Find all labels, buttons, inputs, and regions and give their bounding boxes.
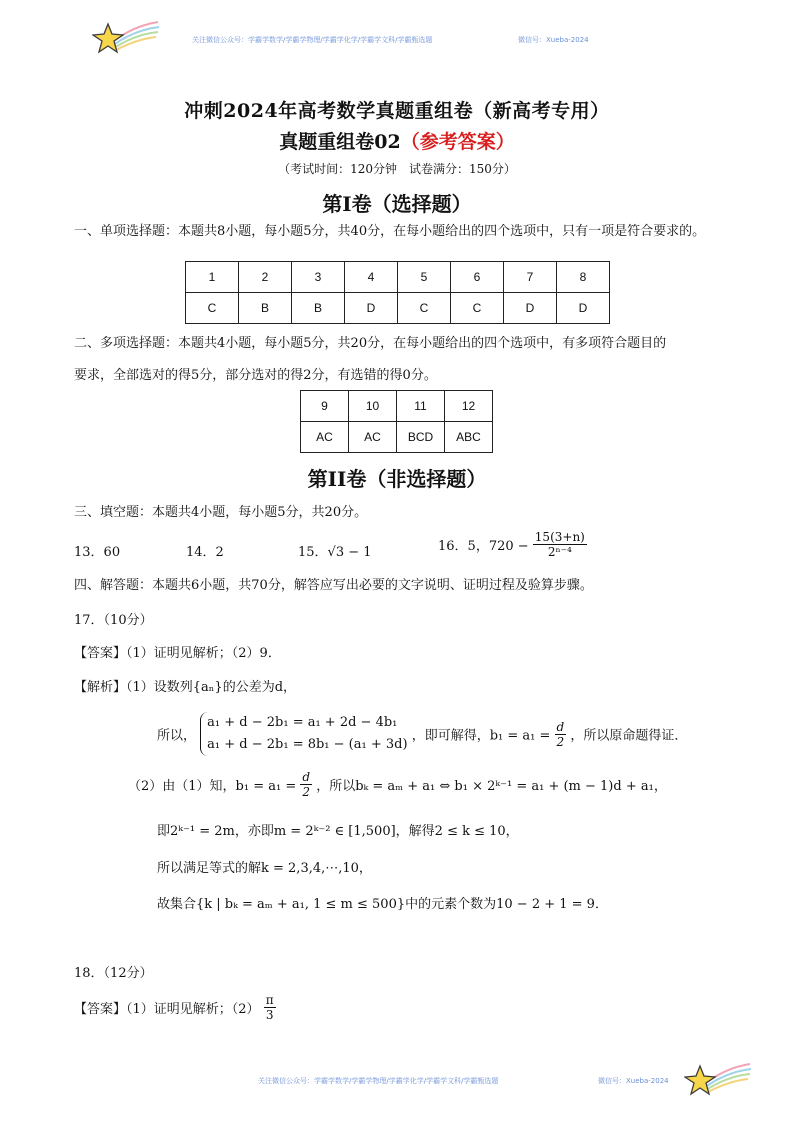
q17-equation-system bbox=[200, 712, 407, 756]
table1-num-cell: 1 bbox=[186, 262, 239, 293]
table1-answer-cell: C bbox=[186, 293, 239, 324]
table2-answer-row bbox=[301, 422, 493, 453]
q17-frac-num: d bbox=[556, 719, 565, 734]
table2-answer-cell: ABC bbox=[445, 422, 493, 453]
table1-num-cell: 4 bbox=[345, 262, 398, 293]
q18-fraction-pi-over-3 bbox=[264, 993, 276, 1022]
q17-p2-frac-num: d bbox=[302, 770, 311, 784]
page-subtitle bbox=[0, 127, 794, 154]
q17-p2-fraction bbox=[300, 770, 312, 799]
fill-answer-16 bbox=[438, 530, 587, 559]
table1-answer-row bbox=[186, 293, 610, 324]
q18-answer-prefix: 【答案】（1）证明见解析；（2） bbox=[74, 1002, 260, 1017]
q17-label: 17．（10分） bbox=[74, 613, 153, 628]
table2 bbox=[300, 390, 493, 453]
table1-answer-cell: C bbox=[398, 293, 451, 324]
table1-answer-cell: C bbox=[451, 293, 504, 324]
answer-table-multiple-choice bbox=[300, 390, 493, 453]
q18-answer bbox=[74, 993, 276, 1022]
table1-num-cell: 8 bbox=[557, 262, 610, 293]
q17-part2-line bbox=[128, 770, 667, 799]
q18-frac-den: 3 bbox=[265, 1008, 274, 1022]
header-promo-text: 关注微信公众号：学霸学数学/学霸学物理/学霸学化学/学霸学文科/学霸甄选题 bbox=[192, 36, 433, 44]
q17-solve-text: ，即可解得，b₁ = a₁ = bbox=[411, 728, 551, 744]
q17-analysis-intro: 【解析】（1）设数列{aₙ}的公差为d， bbox=[74, 680, 297, 695]
subtitle-answer-tag: （参考答案） bbox=[400, 131, 515, 153]
table1-answer-cell: B bbox=[239, 293, 292, 324]
table2-num-cell: 9 bbox=[301, 391, 349, 422]
q17-p2-suffix: ，所以bₖ = aₘ + a₁ ⇔ b₁ × 2ᵏ⁻¹ = a₁ + (m − 1)d + a₁， bbox=[316, 779, 667, 794]
table1-num-cell: 7 bbox=[504, 262, 557, 293]
fill-answer-13: 13．60 bbox=[74, 545, 121, 560]
section1-instructions: 一、单项选择题：本题共8小题，每小题5分，共40分，在每小题给出的四个选项中，只有一项是符合要求的。 bbox=[74, 224, 706, 239]
table2-num-cell: 11 bbox=[397, 391, 445, 422]
fill-16-numerator: 15(3+n) bbox=[534, 530, 585, 544]
section3-instructions: 三、填空题：本题共4小题，每小题5分，共20分。 bbox=[74, 505, 368, 520]
subtitle-main: 真题重组卷02 bbox=[279, 131, 401, 153]
section2-instructions-line1: 二、多项选择题：本题共4小题，每小题5分，共20分，在每小题给出的四个选项中，有多项符合题目的 bbox=[74, 336, 667, 351]
q17-p2-frac-den: 2 bbox=[302, 785, 311, 799]
q17-line3: 即2ᵏ⁻¹ = 2m，亦即m = 2ᵏ⁻² ∈ [1,500]，解得2 ≤ k ≤ 10， bbox=[157, 824, 519, 839]
fill-answer-15 bbox=[298, 541, 372, 560]
fill-16-denominator: 2ⁿ⁻⁴ bbox=[547, 545, 572, 559]
table1-answer-cell: B bbox=[292, 293, 345, 324]
q18-frac-num: π bbox=[265, 993, 274, 1007]
q17-answer: 【答案】（1）证明见解析；（2）9． bbox=[74, 646, 281, 661]
fill-16-label: 16．5，720 − bbox=[438, 539, 529, 554]
footer-promo-text: 关注微信公众号：学霸学数学/学霸学物理/学霸学化学/学霸学文科/学霸甄选题 bbox=[258, 1077, 499, 1085]
table1-num-cell: 5 bbox=[398, 262, 451, 293]
q17-frac-den: 2 bbox=[556, 734, 565, 749]
part1-heading: 第I卷（选择题） bbox=[322, 192, 472, 216]
table1-answer-cell: D bbox=[345, 293, 398, 324]
section2-instructions-line2: 要求，全部选对的得5分，部分选对的得2分，有选错的得0分。 bbox=[74, 368, 437, 383]
q18-label: 18．（12分） bbox=[74, 966, 153, 981]
q17-p2-prefix: （2）由（1）知，b₁ = a₁ = bbox=[128, 779, 297, 794]
footer-star-logo bbox=[684, 1056, 754, 1100]
table1-answer-cell: D bbox=[504, 293, 557, 324]
q17-system-line bbox=[157, 712, 687, 756]
header-wechat-id: 微信号：Xueba-2024 bbox=[518, 36, 589, 44]
answer-table-single-choice bbox=[185, 261, 610, 324]
table1-answer-cell: D bbox=[557, 293, 610, 324]
table1-number-row bbox=[186, 262, 610, 293]
table2-answer-cell: BCD bbox=[397, 422, 445, 453]
exam-info: （考试时间：120分钟 试卷满分：150分） bbox=[278, 162, 516, 176]
q17-fraction-d-over-2 bbox=[555, 720, 567, 749]
section4-instructions: 四、解答题：本题共6小题，共70分，解答应写出必要的文字说明、证明过程及验算步骤。 bbox=[74, 578, 593, 593]
table2-num-cell: 12 bbox=[445, 391, 493, 422]
q17-line5: 故集合{k | bₖ = aₘ + a₁, 1 ≤ m ≤ 500}中的元素个数为10 − 2 + 1 = 9． bbox=[157, 897, 608, 912]
fill-15-value: √3 − 1 bbox=[327, 545, 372, 560]
q17-line4: 所以满足等式的解k = 2,3,4,⋯,10， bbox=[157, 861, 372, 876]
page-title: 冲刺2024年高考数学真题重组卷（新高考专用） bbox=[184, 100, 610, 122]
table2-answer-cell: AC bbox=[301, 422, 349, 453]
q17-eq1: a₁ + d − 2b₁ = a₁ + 2d − 4b₁ bbox=[207, 715, 398, 730]
q17-eq2: a₁ + d − 2b₁ = 8b₁ − (a₁ + 3d) bbox=[207, 737, 408, 752]
table2-number-row bbox=[301, 391, 493, 422]
q17-conclude: ，所以原命题得证． bbox=[570, 728, 688, 744]
footer-wechat-id: 微信号：Xueba-2024 bbox=[598, 1077, 669, 1085]
fill-answer-14: 14．2 bbox=[186, 545, 224, 560]
table1-num-cell: 6 bbox=[451, 262, 504, 293]
fill-16-fraction bbox=[533, 530, 587, 559]
table1-num-cell: 3 bbox=[292, 262, 345, 293]
fill-15-label: 15． bbox=[298, 545, 328, 560]
part2-heading: 第II卷（非选择题） bbox=[307, 467, 487, 491]
table1 bbox=[185, 261, 610, 324]
table1-num-cell: 2 bbox=[239, 262, 292, 293]
q17-so-label: 所以， bbox=[157, 728, 197, 744]
table2-answer-cell: AC bbox=[349, 422, 397, 453]
table2-num-cell: 10 bbox=[349, 391, 397, 422]
header-star-logo bbox=[92, 14, 162, 58]
